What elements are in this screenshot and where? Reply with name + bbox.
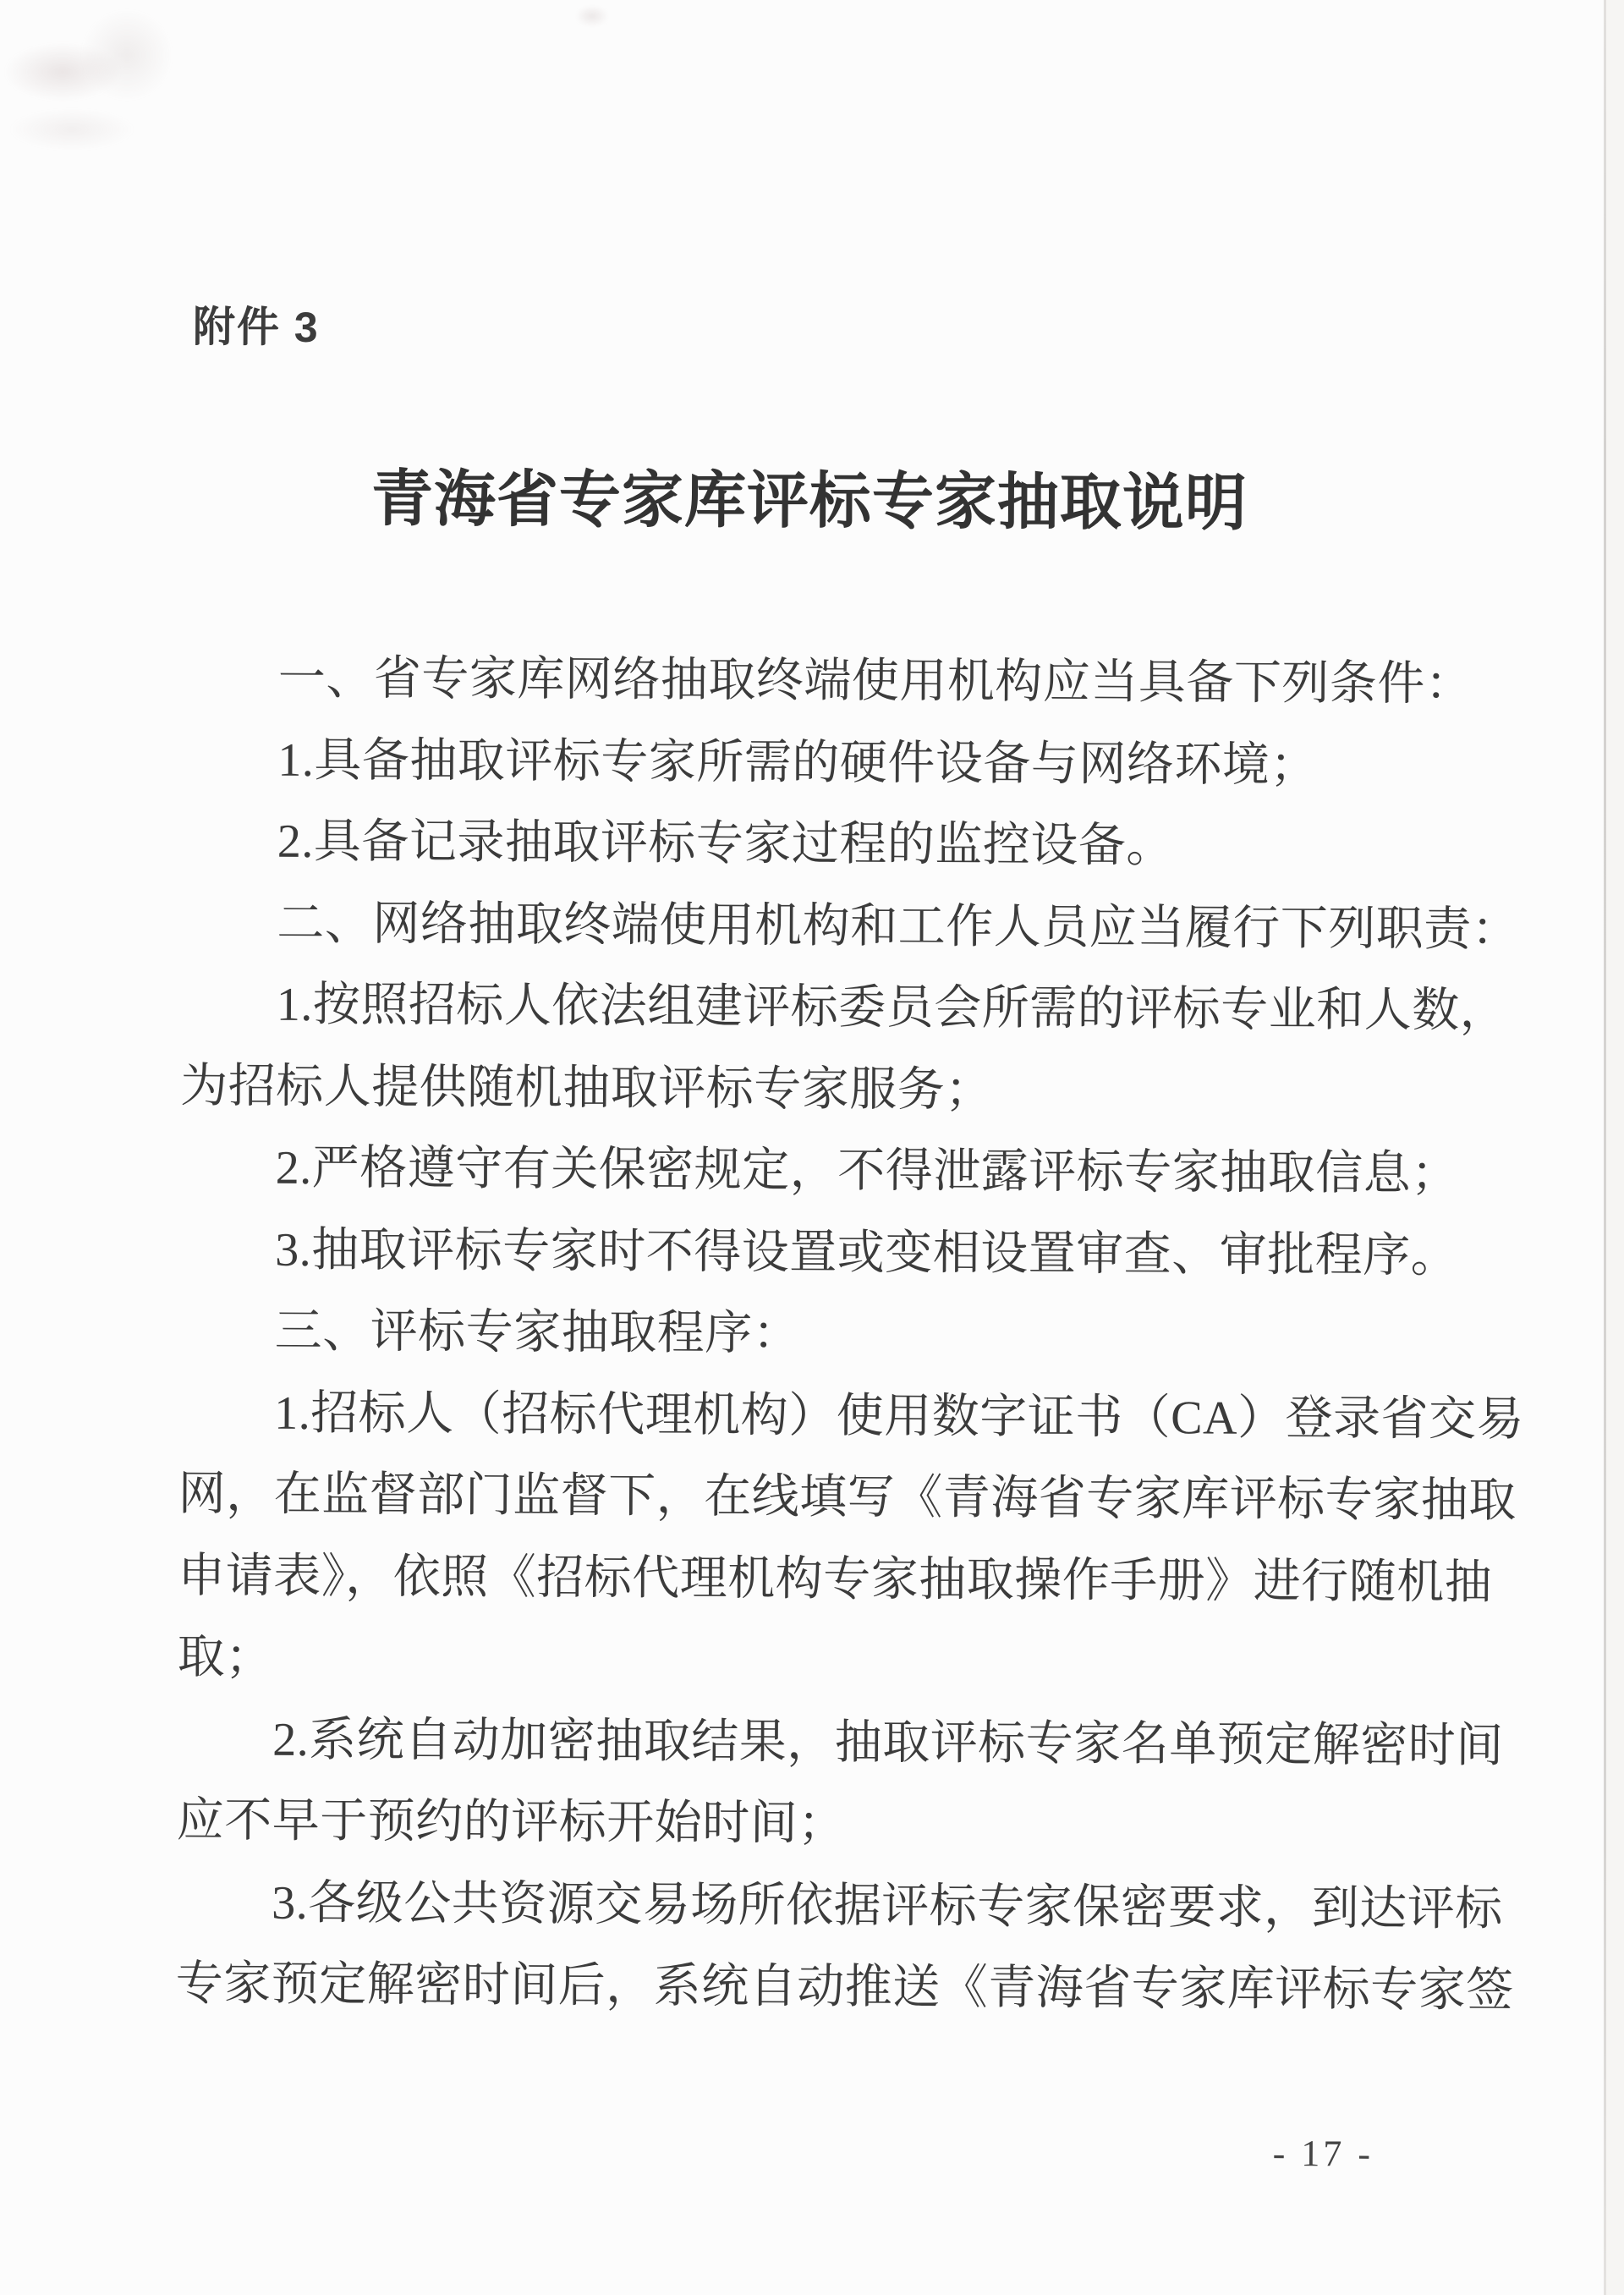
body-line: 为招标人提供随机抽取评标专家服务； bbox=[180, 1059, 993, 1117]
body-line: 一、省专家库网络抽取终端使用机构应当具备下列条件： bbox=[277, 651, 1473, 711]
body-line: 申请表》，依照《招标代理机构专家抽取操作手册》进行随机抽 bbox=[178, 1549, 1493, 1609]
body-line: 应不早于预约的评标开始时间； bbox=[176, 1794, 846, 1851]
body-line: 1.按照招标人依法组建评标委员会所需的评标专业和人数， bbox=[276, 978, 1508, 1038]
page-number: - 17 - bbox=[1272, 2132, 1374, 2175]
document-body bbox=[175, 637, 1525, 2032]
body-line: 2.系统自动加密抽取结果，抽取评标专家名单预定解密时间 bbox=[272, 1713, 1504, 1772]
body-line: 三、评标专家抽取程序： bbox=[274, 1304, 801, 1360]
body-line: 2.具备记录抽取评标专家过程的监控设备。 bbox=[277, 815, 1174, 873]
body-line: 1.具备抽取评标专家所需的硬件设备与网络环境； bbox=[277, 733, 1318, 792]
body-line: 3.抽取评标专家时不得设置或变相设置审查、审批程序。 bbox=[275, 1223, 1459, 1282]
body-line: 专家预定解密时间后，系统自动推送《青海省专家库评标专家签 bbox=[175, 1957, 1514, 2018]
body-line: 1.招标人（招标代理机构）使用数字证书（CA）登录省交易 bbox=[274, 1386, 1525, 1446]
body-line: 二、网络抽取终端使用机构和工作人员应当履行下列职责： bbox=[277, 897, 1520, 956]
body-line: 网，在监督部门监督下，在线填写《青海省专家库评标专家抽取 bbox=[178, 1468, 1517, 1528]
body-line: 取； bbox=[177, 1631, 273, 1684]
attachment-label: 附件 3 bbox=[192, 303, 320, 351]
body-line: 2.严格遵守有关保密规定，不得泄露评标专家抽取信息； bbox=[275, 1141, 1459, 1201]
document-title: 青海省专家库评标专家抽取说明 bbox=[370, 464, 1248, 538]
body-line: 3.各级公共资源交易场所依据评标专家保密要求，到达评标 bbox=[272, 1876, 1503, 1935]
